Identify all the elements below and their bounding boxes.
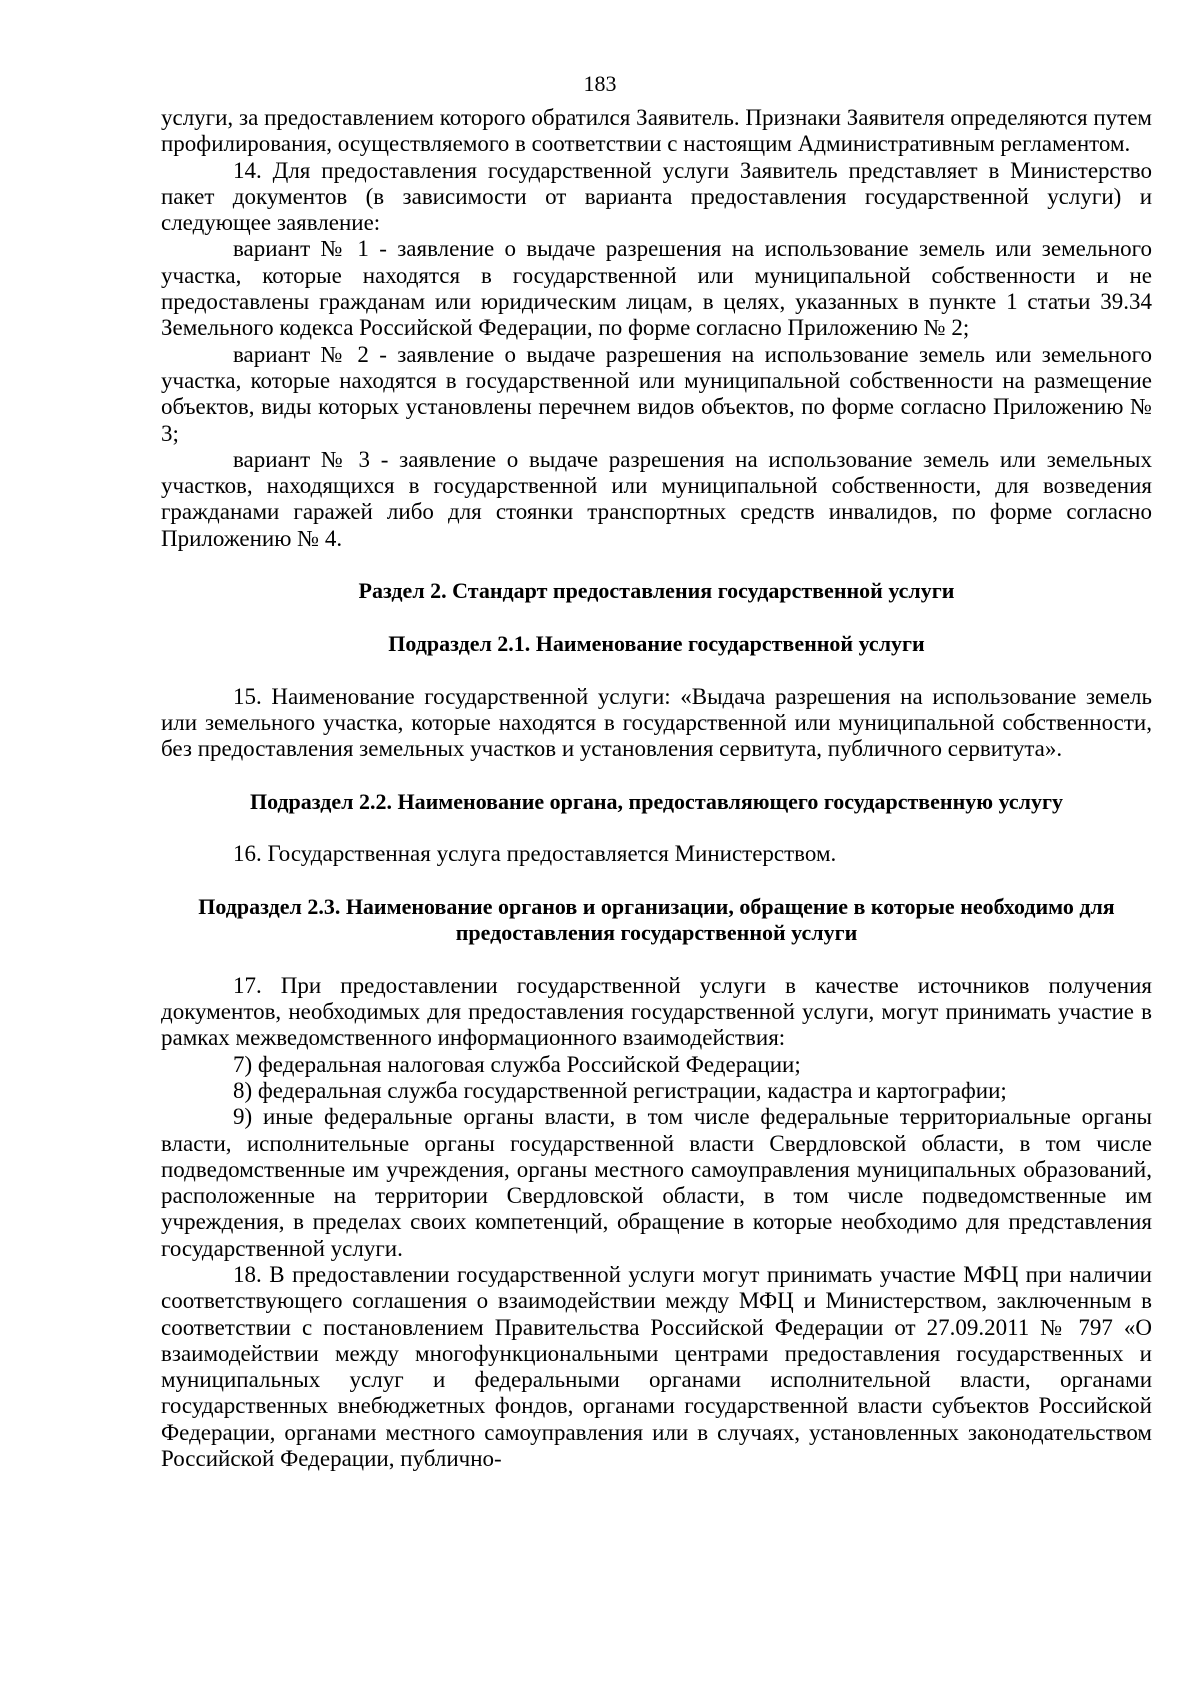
paragraph-17: 17. При предоставлении государственной услуги в качестве источников получения документов, необходимых для предоставления государственной услуги, могут принимать участие в рамках межведомственного информационного взаимодействия: [161,972,1152,1051]
subsection-2-3-heading: Подраздел 2.3. Наименование органов и организации, обращение в которые необходимо для предоставления государственной услуги [198,894,1115,946]
paragraph-15: 15. Наименование государственной услуги: «Выдача разрешения на использование земель или земельного участка, которые находятся в государственной или муниципальной собственности, без предоставления земельных участков и установления сервитута, публичного сервитута». [161,683,1152,762]
paragraph-item-8: 8) федеральная служба государственной регистрации, кадастра и картографии; [233,1077,1007,1103]
paragraph-variant-1: вариант № 1 - заявление о выдаче разрешения на использование земель или земельного участка, которые находятся в государственной или муниципальной собственности и не предоставлены гражданам или юридическим лицам, в целях, указанных в пункте 1 статьи 39.34 Земельного кодекса Российской Федерации, по форме согласно Приложению № 2; [161,236,1152,341]
paragraph-continuation: услуги, за предоставлением которого обратился Заявитель. Признаки Заявителя определяются путем профилирования, осуществляемого в соответствии с настоящим Административным регламентом. [161,105,1152,157]
paragraph-variant-3: вариант № 3 - заявление о выдаче разрешения на использование земель или земельных участков, находящихся в государственной или муниципальной собственности, для возведения гражданами гаражей либо для стоянки транспортных средств инвалидов, по форме согласно Приложению № 4. [161,446,1152,551]
paragraph-variant-2: вариант № 2 - заявление о выдаче разрешения на использование земель или земельного участка, которые находятся в государственной или муниципальной собственности на размещение объектов, виды которых установлены перечнем видов объектов, по форме согласно Приложению № 3; [161,341,1152,446]
page-number: 183 [583,71,617,96]
paragraph-item-9: 9) иные федеральные органы власти, в том числе федеральные территориальные органы власти, исполнительные органы государственной власти Свердловской области, в том числе подведомственные им учреждения, органы местного самоуправления муниципальных образований, расположенные на территории Свердловской области, в том числе подведомственные им учреждения, в пределах своих компетенций, обращение в которые необходимо для представления государственной услуги. [161,1104,1152,1261]
subsection-2-2-heading: Подраздел 2.2. Наименование органа, предоставляющего государственную услугу [249,788,1064,814]
paragraph-item-7: 7) федеральная налоговая служба Российской Федерации; [233,1051,801,1077]
section-2-heading: Раздел 2. Стандарт предоставления государственной услуги [358,578,955,604]
paragraph-16: 16. Государственная услуга предоставляется Министерством. [233,840,837,866]
paragraph-18: 18. В предоставлении государственной услуги могут принимать участие МФЦ при наличии соответствующего соглашения о взаимодействии между МФЦ и Министерством, заключенным в соответствии с постановлением Правительства Российской Федерации от 27.09.2011 № 797 «О взаимодействии между многофункциональными центрами предоставления государственных и муниципальных услуг и федеральными органами исполнительной власти, органами государственных внебюджетных фондов, органами государственной власти субъектов Российской Федерации, органами местного самоуправления или в случаях, установленных законодательством Российской Федерации, публично- [161,1261,1152,1472]
paragraph-14: 14. Для предоставления государственной услуги Заявитель представляет в Министерство пакет документов (в зависимости от варианта предоставления государственной услуги) и следующее заявление: [161,157,1152,236]
subsection-2-1-heading: Подраздел 2.1. Наименование государственной услуги [388,631,925,657]
document-body [161,105,1152,1472]
